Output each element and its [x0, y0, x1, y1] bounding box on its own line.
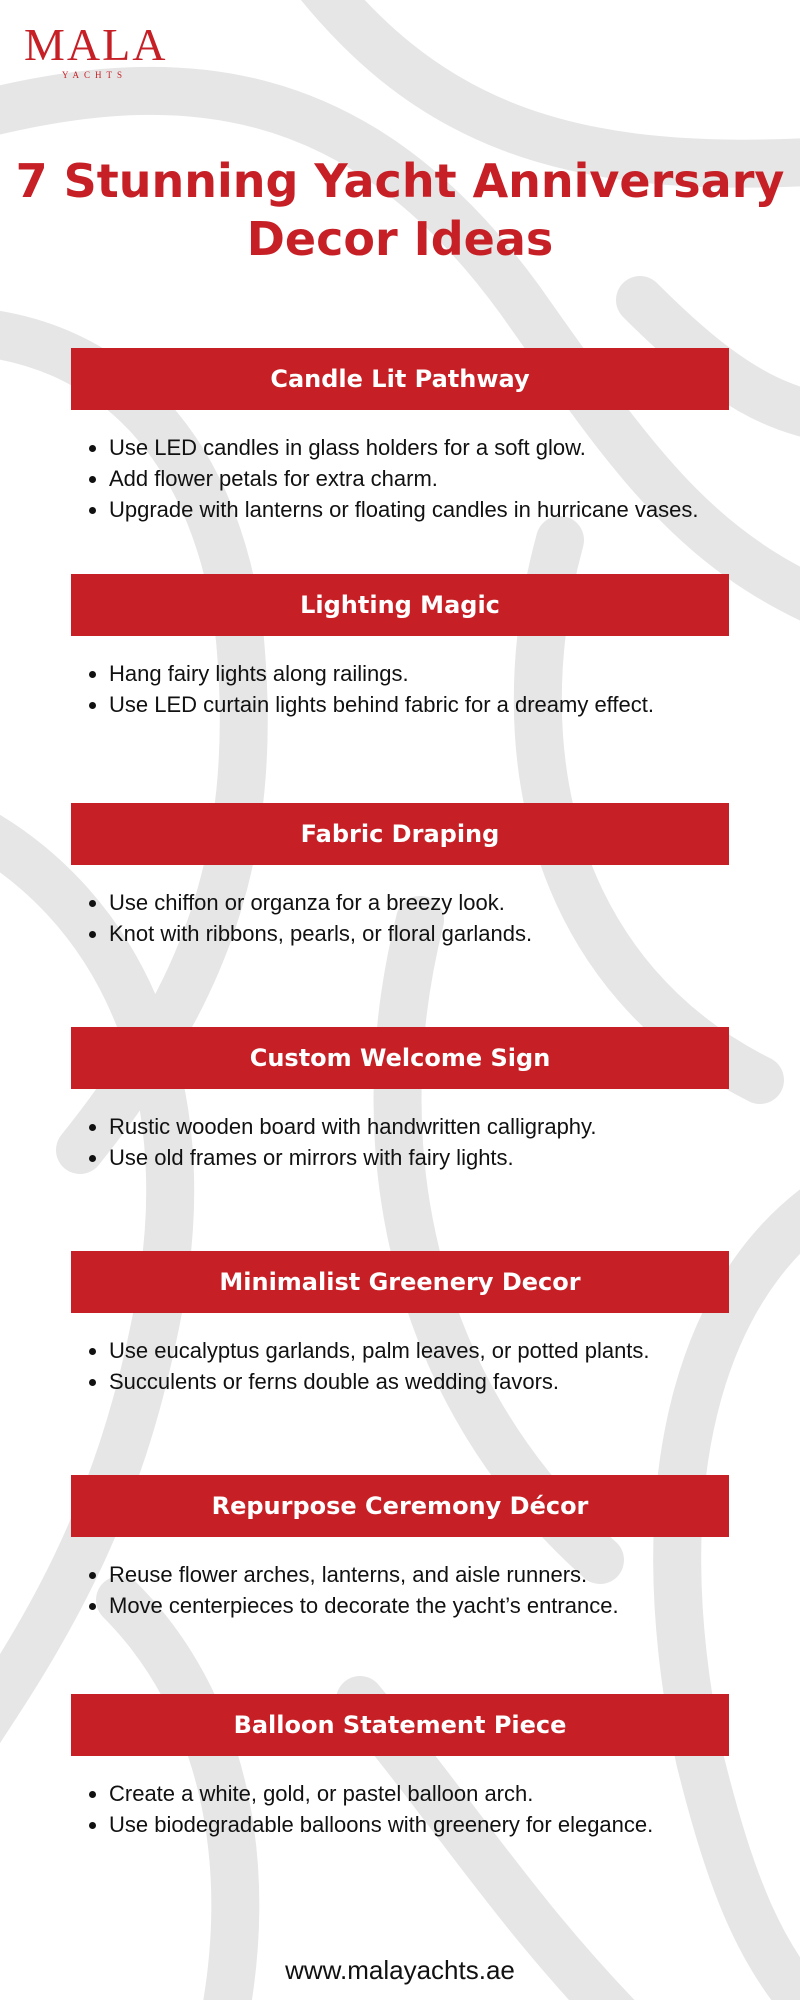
page-title-line-2: Decor Ideas	[246, 212, 554, 266]
bullet-list	[71, 1111, 729, 1173]
section-heading: Balloon Statement Piece	[71, 1694, 729, 1756]
section-repurpose-ceremony-decor	[71, 1475, 729, 1621]
bullet-list	[71, 658, 729, 720]
section-heading: Repurpose Ceremony Décor	[71, 1475, 729, 1537]
list-item: Use old frames or mirrors with fairy lights.	[109, 1142, 729, 1173]
brand-logo	[24, 19, 168, 82]
section-heading: Minimalist Greenery Decor	[71, 1251, 729, 1313]
bullet-list	[71, 1778, 729, 1840]
section-minimalist-greenery-decor	[71, 1251, 729, 1397]
list-item: Move centerpieces to decorate the yacht’s entrance.	[109, 1590, 729, 1621]
section-heading: Fabric Draping	[71, 803, 729, 865]
list-item: Create a white, gold, or pastel balloon arch.	[109, 1778, 729, 1809]
section-balloon-statement-piece	[71, 1694, 729, 1840]
section-heading: Lighting Magic	[71, 574, 729, 636]
list-item: Reuse flower arches, lanterns, and aisle runners.	[109, 1559, 729, 1590]
list-item: Use chiffon or organza for a breezy look.	[109, 887, 729, 918]
list-item: Knot with ribbons, pearls, or floral garlands.	[109, 918, 729, 949]
website-url[interactable]: www.malayachts.ae	[285, 1955, 515, 1985]
section-heading: Candle Lit Pathway	[71, 348, 729, 410]
section-custom-welcome-sign	[71, 1027, 729, 1173]
bullet-list	[71, 1335, 729, 1397]
page-title-line-1: 7 Stunning Yacht Anniversary	[15, 154, 785, 208]
bullet-list	[71, 1559, 729, 1621]
section-lighting-magic	[71, 574, 729, 720]
bullet-list	[71, 887, 729, 949]
list-item: Use LED candles in glass holders for a soft glow.	[109, 432, 729, 463]
list-item: Add flower petals for extra charm.	[109, 463, 729, 494]
list-item: Use eucalyptus garlands, palm leaves, or potted plants.	[109, 1335, 729, 1366]
section-candle-lit-pathway	[71, 348, 729, 525]
page-title	[0, 152, 800, 268]
list-item: Upgrade with lanterns or floating candles in hurricane vases.	[109, 494, 729, 525]
list-item: Use LED curtain lights behind fabric for a dreamy effect.	[109, 689, 729, 720]
logo-subtext: YACHTS	[62, 70, 128, 80]
list-item: Use biodegradable balloons with greenery for elegance.	[109, 1809, 729, 1840]
list-item: Rustic wooden board with handwritten calligraphy.	[109, 1111, 729, 1142]
section-heading: Custom Welcome Sign	[71, 1027, 729, 1089]
logo-wordmark: MALA	[24, 19, 168, 70]
list-item: Hang fairy lights along railings.	[109, 658, 729, 689]
list-item: Succulents or ferns double as wedding favors.	[109, 1366, 729, 1397]
section-fabric-draping	[71, 803, 729, 949]
bullet-list	[71, 432, 729, 525]
